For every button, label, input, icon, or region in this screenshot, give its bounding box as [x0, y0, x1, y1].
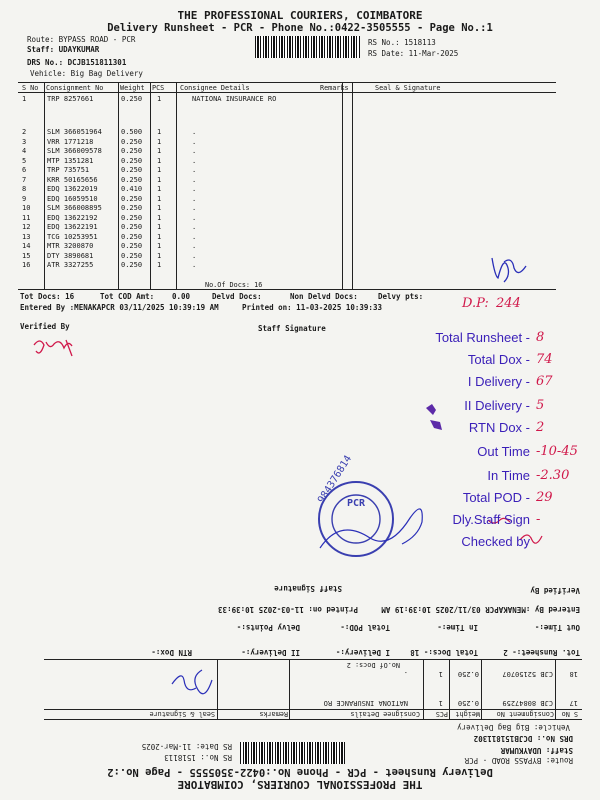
drs-label-p2: DRS No.: DCJB151811302	[473, 734, 573, 743]
col-header-consignment: Consignment No	[46, 84, 104, 92]
cell-wt: 0.250	[121, 223, 143, 231]
cell-sno: 4	[22, 147, 27, 155]
cell-details: .	[403, 670, 408, 678]
stamp-line-label: I Delivery -	[467, 374, 530, 389]
cell-pcs: 1	[157, 166, 162, 174]
cell-cno: EDQ 13622192	[47, 213, 98, 222]
cell-details: .	[192, 213, 197, 222]
stamp-line-value: -2.30	[536, 468, 570, 483]
staff-signature: Staff Signature	[258, 324, 326, 333]
col-header-sno: S No	[22, 84, 39, 92]
cell-wt: 0.410	[121, 185, 143, 193]
cell-cno: EDQ 13622191	[47, 223, 98, 231]
cell-wt: 0.250	[121, 213, 143, 222]
printed-on: Printed on: 11-03-2025 10:39:33	[242, 303, 382, 312]
vehicle-label: Vehicle: Big Bag Delivery	[30, 69, 143, 78]
seal-number: 984376814	[316, 453, 355, 506]
stamp-line-label: In Time	[487, 468, 530, 483]
cell-pcs: 1	[157, 213, 162, 222]
cell-details: .	[192, 261, 197, 269]
drs-label: DRS No.: DCJB151811301	[27, 58, 127, 67]
cell-cno: SLM 366051964	[47, 128, 102, 136]
cell-pcs: 1	[157, 185, 162, 193]
cell-cno: SLM 366009578	[47, 147, 102, 155]
cell-cno: MTP 1351281	[47, 156, 94, 165]
cell-sno: 3	[22, 137, 27, 146]
cell-sno: 9	[22, 194, 27, 203]
col-header-seal: Seal & Signature	[375, 84, 441, 92]
cell-pcs: 1	[157, 204, 162, 212]
stamp-line-value: -	[536, 512, 541, 527]
cell-sno: 14	[22, 242, 31, 250]
stamp-line-value: 244	[496, 296, 521, 311]
stamp-line-value: 5	[536, 398, 545, 413]
stamp-line-label: RTN Dox -	[468, 420, 530, 435]
cell-pcs: 1	[157, 223, 162, 231]
delvy-points-p2: Delvy Points:-	[236, 623, 300, 632]
cell-sno: 10	[22, 204, 31, 212]
tot-docs: Tot Docs: 16	[20, 292, 75, 301]
cell-pcs: 1	[438, 670, 443, 678]
rs-no-p2: RS No.: 1518113	[164, 753, 232, 762]
vehicle-label-p2: Vehicle: Big Bag Delivery	[457, 723, 570, 732]
total-docs-p2: Total Docs:- 18	[410, 648, 478, 657]
stamp-line-label: Checked by	[461, 534, 530, 549]
cell-cno: CJB 80847259	[502, 699, 553, 707]
cell-pcs: 1	[157, 194, 162, 203]
cell-details: .	[192, 242, 197, 250]
cell-wt: 0.250	[121, 232, 143, 241]
col-header-consignee-p2: Consignee Details	[350, 710, 420, 718]
ii-delivery-p2: II Delivery:-	[241, 648, 300, 657]
cell-details: .	[192, 147, 197, 155]
cell-details: NATIONA INSURANCE RO	[192, 95, 277, 103]
printed-on-p2: Printed on: 11-03-2025 10:39:33	[218, 605, 358, 614]
cell-details: .	[192, 185, 197, 193]
cell-details: .	[192, 137, 197, 146]
cell-pcs: 1	[157, 251, 162, 260]
cell-cno: CJB 52150707	[502, 670, 553, 678]
tot-cod-value: 0.00	[172, 292, 191, 301]
col-header-weight-p2: Weight	[455, 710, 480, 718]
stamp-line-label: Dly.Staff Sign	[452, 512, 530, 527]
no-of-docs: No.Of Docs: 16	[205, 281, 263, 289]
stamp-line-label: Total Dox -	[467, 352, 530, 367]
verified-by: Verified By	[20, 322, 70, 331]
cell-wt: 0.250	[121, 166, 143, 174]
cell-wt: 0.250	[121, 137, 143, 146]
entered-by: Entered By :MENAKAPCR 03/11/2025 10:39:19 AM	[20, 303, 219, 312]
stamp-line-value: 2	[536, 420, 545, 435]
stamp-line-value: 8	[536, 330, 545, 345]
verified-by-p2: Verified By	[530, 586, 580, 595]
out-time-p2: Out Time:-	[534, 623, 580, 632]
cell-sno: 5	[22, 156, 27, 165]
cell-cno: DTY 3890681	[47, 251, 94, 260]
cell-details: NATIONA INSURANCE RO	[323, 699, 408, 707]
cell-sno: 8	[22, 185, 27, 193]
cell-details: .	[192, 128, 197, 136]
cell-wt: 0.250	[121, 251, 143, 260]
cell-pcs: 1	[157, 232, 162, 241]
stamp-line-label: D.P:	[462, 296, 489, 311]
cell-cno: EDQ 16059510	[47, 194, 98, 203]
cell-details: .	[192, 166, 197, 174]
stamp-line-label: Total POD -	[462, 490, 530, 505]
cell-cno: TRP 8257661	[47, 95, 94, 103]
rs-date-p2: RS Date: 11-Mar-2025	[141, 742, 232, 751]
cell-pcs: 1	[157, 156, 162, 165]
cell-sno: 11	[22, 213, 31, 222]
company-name: THE PROFESSIONAL COURIERS, COIMBATORE	[177, 9, 423, 22]
rtn-dox-p2: RTN Dox:-	[151, 648, 192, 657]
delvy-pts: Delvy pts:	[378, 292, 424, 301]
cell-wt: 0.500	[121, 128, 143, 136]
col-header-seal-p2: Seal & Signature	[149, 710, 215, 718]
cell-details: .	[192, 204, 197, 212]
col-header-remarks-p2: Remarks	[259, 710, 288, 718]
cell-wt: 0.250	[121, 95, 143, 103]
tot-cod: Tot COD Amt:	[100, 292, 155, 301]
cell-pcs: 1	[157, 95, 162, 103]
route-label: Route: BYPASS ROAD - PCR	[27, 35, 136, 44]
cell-wt: 0.250	[121, 261, 143, 269]
cell-pcs: 1	[438, 699, 443, 707]
route-label-p2: Route: BYPASS ROAD - PCR	[464, 756, 573, 765]
cell-pcs: 1	[157, 175, 162, 184]
cell-cno: EDQ 13622019	[47, 185, 98, 193]
col-header-remarks: Remarks	[320, 84, 349, 92]
staff-label: Staff: UDAYKUMAR	[27, 45, 100, 54]
stamp-line-label: Out Time	[477, 444, 530, 459]
cell-details: .	[192, 251, 197, 260]
col-header-weight: Weight	[120, 84, 145, 92]
cell-wt: 0.250	[121, 156, 143, 165]
i-delivery-p2: I Delivery:-	[335, 648, 390, 657]
signature-mark-p2	[172, 670, 212, 694]
cell-sno: 18	[569, 670, 578, 678]
cell-wt: 0.250	[121, 194, 143, 203]
stamp-line-label: II Delivery -	[464, 398, 530, 413]
cell-cno: VRR 1771218	[47, 137, 94, 146]
cell-details: .	[192, 156, 197, 165]
cell-sno: 17	[569, 699, 578, 707]
cell-details: .	[192, 232, 197, 241]
cell-wt: 0.250	[121, 204, 143, 212]
cell-pcs: 1	[157, 147, 162, 155]
cell-wt: 0.250	[121, 147, 143, 155]
cell-sno: 2	[22, 128, 27, 136]
non-delvd-docs: Non Delvd Docs:	[290, 292, 358, 301]
cell-wt: 0.250	[457, 699, 479, 707]
company-name-p2: THE PROFESSIONAL COURIERS, COIMBATORE	[177, 778, 423, 791]
cell-sno: 12	[22, 223, 31, 231]
total-pod-p2: Total POD:-	[340, 623, 390, 632]
col-header-pcs-p2: PCS	[435, 710, 448, 718]
col-header-pcs: PCS	[152, 84, 165, 92]
in-time-p2: In Time:-	[437, 623, 478, 632]
rs-no: RS No.: 1518113	[368, 38, 436, 47]
cell-sno: 1	[22, 95, 27, 103]
tot-runsheet-p2: Tot. Runsheet:- 2	[503, 648, 580, 657]
cell-pcs: 1	[157, 137, 162, 146]
stamp-line-value: 67	[536, 374, 553, 389]
cell-sno: 16	[22, 261, 31, 269]
runsheet-title-p2: Delivery Runsheet - PCR - Phone No.:0422-3505555 - Page No.:2	[107, 766, 493, 778]
cell-wt: 0.250	[457, 670, 479, 678]
cell-cno: SLM 366008895	[47, 204, 102, 212]
cell-pcs: 1	[157, 261, 162, 269]
runsheet-title: Delivery Runsheet - PCR - Phone No.:0422-3505555 - Page No.:1	[107, 22, 493, 34]
stamp-line-value: 29	[536, 490, 553, 505]
stamp-line-value: 74	[536, 352, 553, 367]
cell-cno: MTR 3200870	[47, 242, 94, 250]
stamp-line-label: Total Runsheet -	[435, 330, 530, 345]
cell-cno: KRR 50165656	[47, 175, 98, 184]
seal-center: PCR	[346, 498, 366, 509]
stamp-line-value: -10-45	[536, 444, 578, 459]
col-header-consignment-p2: Consignment No	[496, 710, 554, 718]
cell-pcs: 1	[157, 128, 162, 136]
cell-sno: 13	[22, 232, 31, 241]
cell-wt: 0.250	[121, 242, 143, 250]
cell-cno: TCG 10253951	[47, 232, 98, 241]
cell-wt: 0.250	[121, 175, 143, 184]
no-of-docs-p2: No.Of Docs: 2	[346, 661, 400, 669]
cell-details: .	[192, 175, 197, 184]
rs-date: RS Date: 11-Mar-2025	[368, 49, 459, 58]
cell-sno: 6	[22, 166, 27, 174]
cell-sno: 15	[22, 251, 31, 260]
cell-pcs: 1	[157, 242, 162, 250]
staff-label-p2: Staff: UDAYKUMAR	[500, 746, 573, 755]
staff-signature-p2: Staff Signature	[274, 584, 342, 593]
delvd-docs: Delvd Docs:	[212, 292, 262, 301]
cell-sno: 7	[22, 175, 27, 184]
cell-cno: TRP 735751	[47, 166, 90, 174]
cell-cno: ATR 3327255	[47, 261, 94, 269]
col-header-consignee: Consignee Details	[180, 84, 250, 92]
cell-details: .	[192, 194, 197, 203]
entered-by-p2: Entered By :MENAKAPCR 03/11/2025 10:39:19 AM	[381, 605, 580, 614]
cell-details: .	[192, 223, 197, 231]
col-header-sno-p2: S No	[561, 710, 578, 718]
